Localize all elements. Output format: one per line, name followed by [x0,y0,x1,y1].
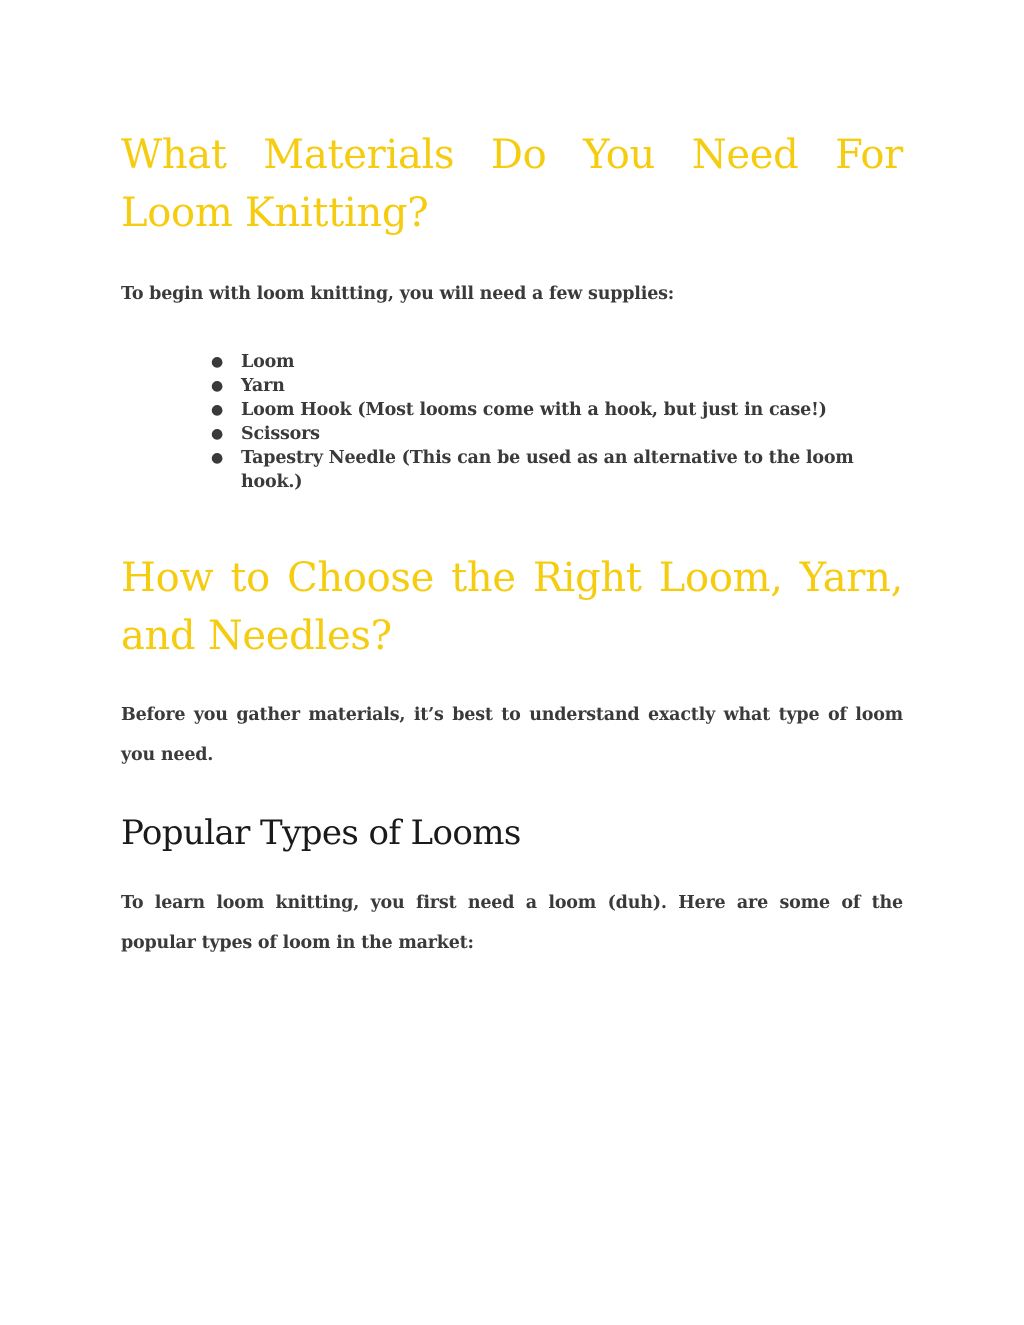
list-item: ● Scissors [211,424,320,444]
bullet-icon: ● [211,378,224,394]
list-item: ● Yarn [211,376,285,396]
list-item: ● Tapestry Needle (This can be used as an alternative to the loom hook.) [211,448,854,492]
bullet-icon: ● [211,426,224,442]
section-heading-materials: What Materials Do You Need For Loom Knitting? [121,132,903,236]
document-page [121,126,903,963]
supplies-intro-paragraph: To begin with loom knitting, you will need a few supplies: [121,284,675,304]
section-heading-popular-looms: Popular Types of Looms [121,813,521,853]
bullet-icon: ● [211,402,224,418]
popular-looms-intro-paragraph: To learn loom knitting, you first need a loom (duh). Here are some of the popular types of loom in the market: [121,893,903,953]
bullet-icon: ● [211,354,224,370]
list-item: ● Loom Hook (Most looms come with a hook, but just in case!) [211,400,827,420]
bullet-icon: ● [211,450,224,466]
list-item: ● Loom [211,352,295,372]
section-heading-choose: How to Choose the Right Loom, Yarn, and Needles? [121,555,903,659]
supplies-list [121,350,903,494]
choose-intro-paragraph: Before you gather materials, it’s best to understand exactly what type of loom you need. [121,705,903,765]
